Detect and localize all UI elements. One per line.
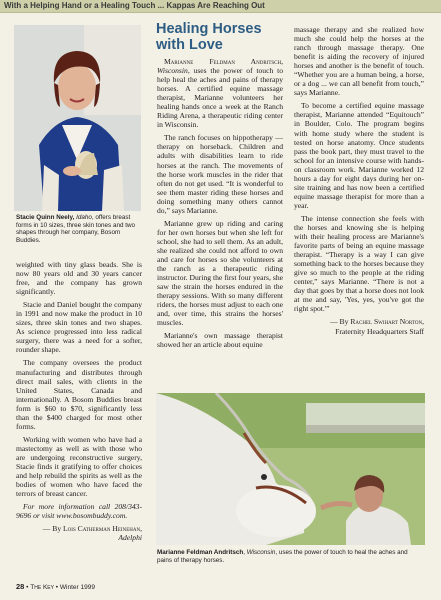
left-article-column <box>16 260 142 542</box>
left-paragraph-4: Working with women who have had a mastectomy as well as with those who are undergoing reconstructive surgery, Stacie finds it gratifying to offer choices and help rebuild the spirits as well as the bodies of women who have faced the terrors of breast cancer. <box>16 434 142 499</box>
article-paragraph-1-text: , uses the power of touch to help heal the aches and pains of therapy horses. A certified equine massage therapist, Marianne volunteers her healing hands once a week at the Ranch Riding Arena, a therapeutic riding center in Wisconsin. <box>157 66 283 130</box>
horse-caption-name: Marianne Feldman Andritsch <box>157 549 244 556</box>
portrait-illustration <box>14 25 141 211</box>
article-lead-place: Wisconsin <box>157 66 188 76</box>
horse-caption-text: , uses the power of touch to heal the aches and pains of therapy horses. <box>157 549 408 564</box>
left-byline-lead: — By <box>42 524 62 534</box>
portrait-caption-place: Idaho <box>76 214 92 221</box>
article-paragraph-2: The ranch focuses on hippotherapy — therapy on horseback. Children and adults with disabilities learn to ride horses at the ranch. The movements of the horse work muscles in the rider that often do not get used. “It is wonderful to see them master riding these horses and doing something many others cannot do,” says Marianne. <box>157 133 283 215</box>
left-paragraph-1: weighted with tiny glass beads. She is now 80 years old and 30 years cancer free, and the company has grown significantly. <box>16 260 142 297</box>
left-info-line: For more information call 208/343-9696 or visit www.bosombuddy.com. <box>16 502 142 521</box>
article-title: Healing Horses with Love <box>156 21 262 53</box>
article-paragraph-4: Marianne's own massage therapist showed her an article about equine <box>157 331 283 350</box>
right-byline <box>294 317 424 335</box>
portrait-photo <box>14 25 141 211</box>
horse-illustration <box>156 393 425 545</box>
left-byline-name: Lois Catherman Heinehan <box>63 524 141 534</box>
right-article-column <box>294 25 424 336</box>
article-paragraph-1 <box>157 57 283 129</box>
horse-caption-place: Wisconsin <box>246 549 276 556</box>
middle-article-column <box>157 57 283 353</box>
horse-photo <box>156 393 425 545</box>
page-footer: 28 • The Key • Winter 1999 <box>16 582 95 591</box>
right-paragraph-3: The intense connection she feels with the horses and knowing she is helping with their healing process are Marianne's favorite parts of being an equine massage therapist. “Therapy is a way I can give something back to the horses because they give so much to the people at the riding center,” says Marianne. “There is not a day that goes by that a horse does not look at me and say, 'Yes, yes, you've got the right spot.'” <box>294 213 424 314</box>
portrait-caption-text: , offers breast forms in 10 sizes, three skin tones and two shapes through her company, Bosom Buddies. <box>16 214 135 244</box>
article-lead-name: Marianne Feldman Andritsch, <box>164 57 283 66</box>
portrait-caption <box>16 214 142 244</box>
running-head-bar <box>0 0 441 13</box>
issue-date: Winter 1999 <box>59 584 95 591</box>
portrait-caption-name: Stacie Quinn Neely, <box>16 214 75 221</box>
right-paragraph-2: To become a certified equine massage therapist, Marianne attended “Equitouch” in Boulder, Colo. The program begins with home study where the student is tested on horse anatomy. Once students pass the book part, they must travel to the school for an intensive course with hands-on classroom work. Marianne worked 12 hours a day for eight days during her on-site training and has now been a certified equine massage therapist for more than a year. <box>294 101 424 210</box>
left-paragraph-2: Stacie and Daniel bought the company in 1991 and now make the product in 10 sizes, three skin tones and two shapes. As science progressed into less radical surgery, there was a need for a softer, rounder shape. <box>16 300 142 355</box>
left-byline-place: Adelphi <box>118 533 142 543</box>
left-byline: — By Lois Catherman Heinehan, Adelphi <box>42 524 142 543</box>
right-byline-role: Fraternity Headquarters Staff <box>335 326 424 336</box>
horse-caption: Marianne Feldman Andritsch, Wisconsin, uses the power of touch to heal the aches and pains of therapy horses. <box>157 549 408 564</box>
page-number: 28 <box>16 582 25 591</box>
publication-name: The Key <box>30 584 54 591</box>
right-paragraph-1: massage therapy and she realized how much she could help the horses at the ranch through massage therapy. One benefit is aiding the recovery of injured horses and another is the benefit of touch. “Whether you are a human being, a horse, or a dog ... we can all benefit from touch,” says Marianne. <box>294 25 424 98</box>
running-head: With a Helping Hand or a Healing Touch ... Kappas Are Reaching Out <box>4 1 265 10</box>
article-paragraph-3: Marianne grew up riding and caring for her own horses but when she left for school, she had to sell them. As an adult, she realized she could not afford to own and care for horses so she volunteers at the ranch as a therapeutic riding instructor. During the first four years, she saw the strain the horses endured in the therapy sessions. With so many different riders, the horses must adjust to each one and, over time, this strains the horses' muscles. <box>157 218 283 328</box>
right-byline-name: Rachel Swihart Norton, <box>350 317 424 327</box>
left-paragraph-3: The company oversees the product manufacturing and distributes through direct mail sales, with clients in the United States, Canada and internationally. A Bosom Buddies breast form is $60 to $70, significantly less than the $400 charged for most other forms. <box>16 358 142 431</box>
right-byline-lead: — By <box>330 317 349 327</box>
